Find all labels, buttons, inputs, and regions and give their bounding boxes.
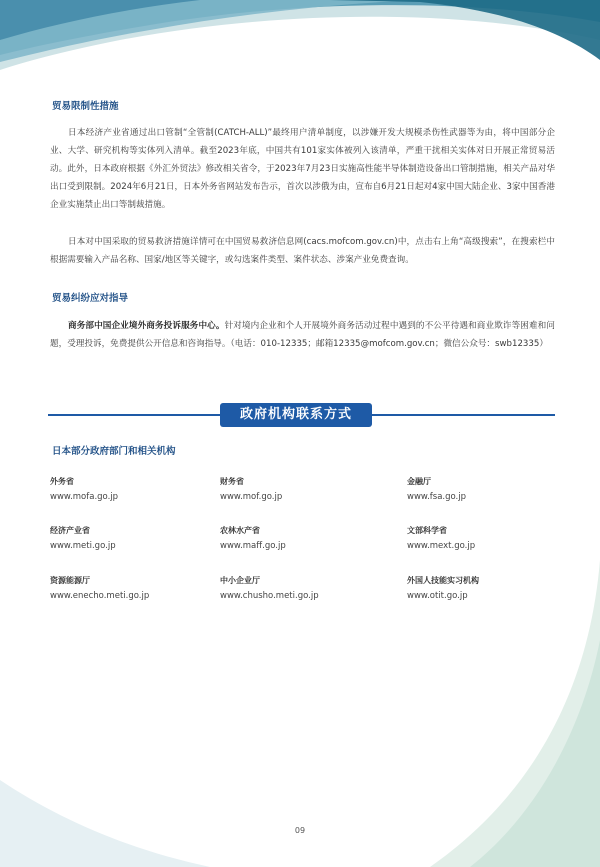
agency-item [407,575,577,603]
agency-name: 文部科学省 [407,526,447,535]
agency-url[interactable]: www.meti.go.jp [50,541,116,551]
paragraph-dispute-guidance [50,317,555,353]
agency-item [50,476,220,504]
agency-name: 资源能源厅 [50,576,90,585]
complaint-center-description: 针对境内企业和个人开展境外商务活动过程中遇到的不公平待遇和商业欺诈等困难和问题，受理投诉，免费提供公开信息和咨询指导。（电话：010-12335；邮箱12335@mofcom.gov.cn；微信公众号：swb12335） [50,321,555,349]
paragraph-trade-restrictions: 日本经济产业省通过出口管制“全管制(CATCH-ALL)”最终用户清单制度，以涉嫌开发大规模杀伤性武器等为由，将中国部分企业、大学、研究机构等实体列入清单。截至2023年底，中国共有101家实体被列入该清单，严重干扰相关实体对日开展正常贸易活动。此外，日本政府根据《外汇外贸法》修改相关省令，于2023年7月23日实施高性能半导体制造设备出口管制措施，相关产品对华出口受到限制。2024年6月21日，日本外务省网站发布告示，首次以涉俄为由，宣布自6月21日起对4家中国大陆企业、3家中国香港企业实施禁止出口等制裁措施。 [50,128,555,210]
agency-item [220,525,390,553]
agency-url[interactable]: www.otit.go.jp [407,591,468,601]
agency-url[interactable]: www.fsa.go.jp [407,492,467,502]
agency-name: 外国人技能实习机构 [407,576,479,585]
agency-url[interactable]: www.mext.go.jp [407,541,476,551]
agency-item [220,575,390,603]
agency-item [407,476,577,504]
agency-name: 农林水产省 [220,526,260,535]
paragraph-trade-remedy: 日本对中国采取的贸易救济措施详情可在中国贸易救济信息网(cacs.mofcom.gov.cn)中，点击右上角“高级搜索”，在搜索栏中根据需要输入产品名称、国家/地区等关键字，或勾选案件类型、案件状态、涉案产业免费查询。 [50,237,555,265]
agency-url[interactable]: www.mofa.go.jp [50,492,119,502]
agency-item [220,476,390,504]
agency-name: 财务省 [220,477,244,486]
section-title-trade-restrictions: 贸易限制性措施 [52,101,119,112]
agency-name: 外务省 [50,477,74,486]
agency-url[interactable]: www.mof.go.jp [220,492,283,502]
agency-list-title: 日本部分政府部门和相关机构 [52,446,176,457]
agency-item [50,525,220,553]
agency-item [50,575,220,603]
section-title-dispute-guidance: 贸易纠纷应对指导 [52,293,129,304]
agency-url[interactable]: www.enecho.meti.go.jp [50,591,150,601]
complaint-center-name: 商务部中国企业境外商务投诉服务中心。 [68,321,225,331]
agency-name: 经济产业省 [50,526,90,535]
agency-item [407,525,577,553]
page-number: 09 [294,826,306,835]
agency-url[interactable]: www.chusho.meti.go.jp [220,591,319,601]
contact-banner: 政府机构联系方式 [220,403,372,427]
agency-url[interactable]: www.maff.go.jp [220,541,286,551]
agency-name: 金融厅 [407,477,431,486]
agency-name: 中小企业厅 [220,576,260,585]
